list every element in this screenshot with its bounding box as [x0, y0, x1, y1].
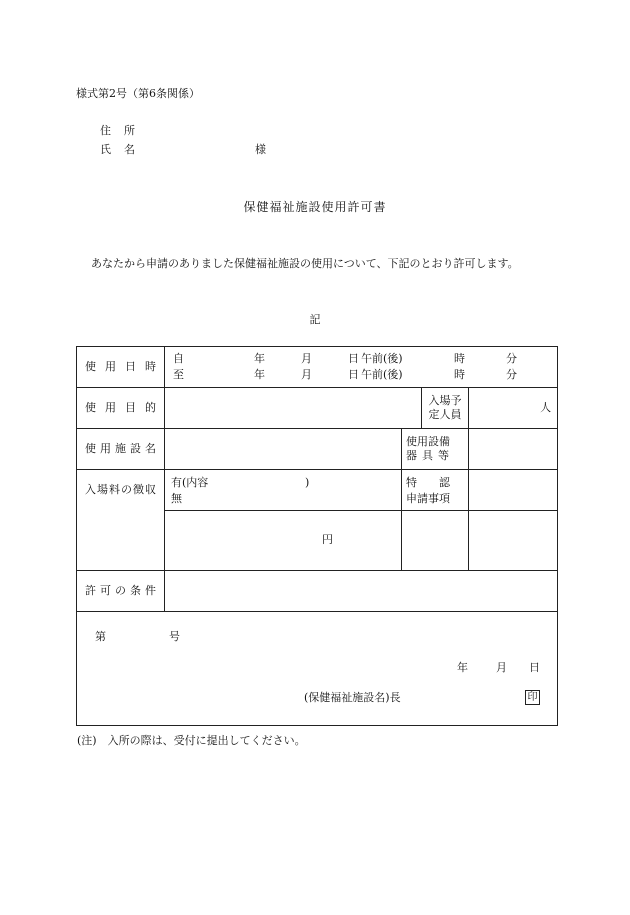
special-divider	[402, 510, 468, 511]
row-conditions	[77, 571, 558, 612]
special-label-1: 特 認	[406, 476, 450, 489]
to-mark: 至	[173, 368, 184, 381]
special-value-cell[interactable]	[469, 470, 558, 571]
to-year: 年	[254, 368, 265, 381]
to-day: 日	[348, 368, 359, 381]
special-value-divider	[469, 510, 557, 511]
row-fee	[77, 470, 558, 571]
from-mark: 自	[173, 352, 184, 365]
to-ampm: 午前(後)	[361, 368, 403, 381]
form-number: 様式第2号（第6条関係）	[76, 87, 200, 100]
usage-datetime-cell	[165, 347, 558, 388]
from-month: 月	[301, 352, 312, 365]
expected-attendance-value[interactable]	[469, 388, 558, 429]
number-prefix: 第	[95, 630, 106, 643]
usage-datetime-label: 使用日時	[77, 347, 165, 388]
from-year: 年	[254, 352, 265, 365]
to-month: 月	[301, 368, 312, 381]
fee-no[interactable]: 無	[171, 492, 182, 505]
name-label: 氏名	[100, 143, 148, 156]
honorific: 様	[255, 143, 266, 156]
expected-attendance-label: 入場予 定人員	[422, 388, 469, 429]
row-issuance	[77, 612, 558, 726]
purpose-value[interactable]	[165, 388, 422, 429]
fee-yes[interactable]: 有(内容	[171, 476, 209, 489]
to-minute: 分	[506, 368, 517, 381]
address-label: 住所	[100, 124, 148, 137]
from-ampm: 午前(後)	[361, 352, 403, 365]
ki-heading: 記	[309, 313, 321, 326]
footnote: (注) 入所の際は、受付に提出してください。	[77, 734, 306, 747]
facility-value[interactable]	[165, 429, 402, 470]
purpose-label: 使用目的	[77, 388, 165, 429]
row-facility	[77, 429, 558, 470]
date-day: 日	[529, 661, 540, 674]
special-label-cell	[402, 470, 469, 571]
to-hour: 時	[454, 368, 465, 381]
date-month: 月	[496, 661, 507, 674]
issuance-cell	[77, 612, 558, 726]
yen-unit: 円	[322, 533, 333, 546]
head-title: (保健福祉施設名)長	[304, 691, 401, 704]
number-suffix: 号	[169, 630, 180, 643]
from-day: 日	[348, 352, 359, 365]
fee-paren-close: )	[305, 476, 310, 489]
equipment-value[interactable]	[469, 429, 558, 470]
fee-divider	[165, 510, 401, 511]
person-unit: 人	[540, 401, 552, 414]
conditions-value[interactable]	[165, 571, 558, 612]
from-minute: 分	[506, 352, 517, 365]
from-hour: 時	[454, 352, 465, 365]
intro-text: あなたから申請のありました保健福祉施設の使用について、下記のとおり許可します。	[91, 257, 519, 270]
fee-label: 入場料の徴収	[77, 470, 165, 571]
date-year: 年	[457, 661, 468, 674]
stamp-mark: 印	[525, 690, 540, 705]
equipment-label: 使用設備 器具等	[402, 429, 469, 470]
permit-table	[76, 346, 558, 726]
row-purpose	[77, 388, 558, 429]
fee-cell	[165, 470, 402, 571]
row-usage-datetime	[77, 347, 558, 388]
special-label-2: 申請事項	[406, 492, 450, 505]
facility-label: 使用施設名	[77, 429, 165, 470]
document-title: 保健福祉施設使用許可書	[243, 200, 387, 214]
conditions-label: 許可の条件	[77, 571, 165, 612]
